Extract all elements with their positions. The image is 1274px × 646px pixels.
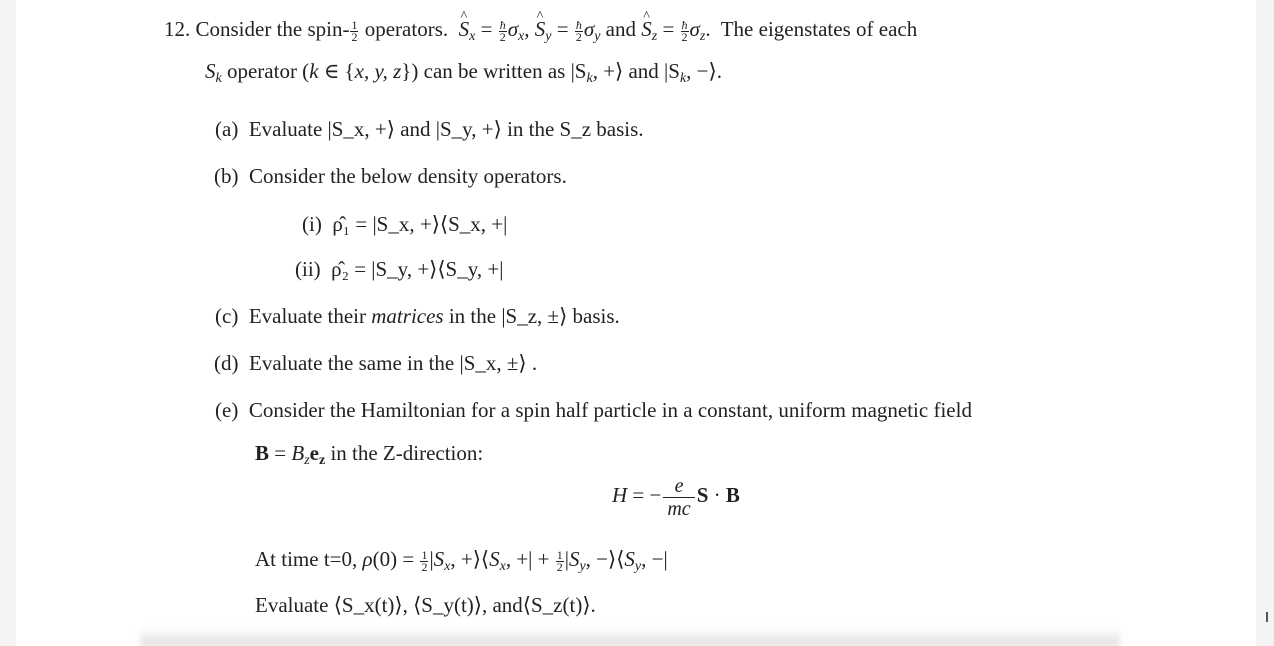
part-c-label: (c) (215, 304, 239, 328)
problem-line-2: $S_k$ operator (k ∈ {x, y, z}) can be written as $|S_k$, +⟩ and $|S_k$, −⟩. (205, 59, 722, 86)
intro-text-2d: , −⟩. (686, 59, 722, 83)
density-operator-1: ρ̂₁ = |S_x, +⟩⟨S_x, +| (332, 212, 508, 236)
spin-operators-definition: ^ $S_x$ = $\frac{ħ}{2}$ $\sigma_x$, ^ $S_y$ = $\frac{ħ}{2}$ $\sigma_y$ and ^ $S_z$ = $\frac{ħ}{2}$ $\sigma_z$. (453, 17, 715, 41)
part-a (215, 116, 644, 142)
intro-text-2b: ) can be written as |S (411, 59, 587, 83)
part-c (215, 303, 620, 329)
part-b-i-label: (i) (302, 212, 322, 236)
part-c-emphasis: matrices (371, 304, 444, 328)
intro-text-c: The eigenstates of each (720, 17, 918, 41)
part-e-label: (e) (215, 398, 239, 422)
part-e-line-2: $B = B_ze_z$ in the Z-direction: (255, 441, 484, 468)
part-e-text-2: in the Z-direction: (330, 441, 484, 465)
problem-line-1 (164, 16, 917, 43)
part-c-text-b: in the |S_z, ±⟩ basis. (448, 304, 620, 328)
part-d-text: Evaluate the same in the |S_x, ±⟩ . (249, 351, 538, 375)
part-a-text: Evaluate |S_x, +⟩ and |S_y, +⟩ in the S_z basis. (248, 117, 644, 141)
part-b-label: (b) (214, 164, 239, 188)
intro-text-a: Consider the spin- (195, 17, 350, 41)
evaluate-text: Evaluate ⟨S_x(t)⟩, ⟨S_y(t)⟩, and⟨S_z(t)⟩. (255, 593, 596, 617)
part-e-evaluate (255, 592, 596, 618)
scroll-edge-mark (1266, 612, 1268, 622)
intro-text-b: operators. (359, 17, 449, 41)
intro-text-2c: , +⟩ and |S (592, 59, 680, 83)
one-half: $\frac{1}{2}$ (351, 17, 358, 44)
intro-text-2a: operator ( (226, 59, 310, 83)
hamiltonian-equation: H = − $\frac{e}{mc}$ S · B (612, 474, 740, 520)
part-b-ii (295, 256, 503, 282)
part-c-text-a: Evaluate their (248, 304, 367, 328)
density-operator-2: ρ̂₂ = |S_y, +⟩⟨S_y, +| (331, 257, 504, 281)
page-shadow (140, 628, 1120, 646)
part-a-label: (a) (215, 117, 239, 141)
part-d (214, 350, 537, 376)
part-b-text: Consider the below density operators. (249, 164, 567, 188)
part-e (215, 397, 972, 423)
part-d-label: (d) (214, 351, 239, 375)
at-time-text: At time t=0, (255, 547, 358, 571)
problem-number: 12. (164, 17, 191, 41)
part-e-text-1: Consider the Hamiltonian for a spin half particle in a constant, uniform magnetic field (248, 398, 972, 422)
part-b (214, 163, 567, 189)
initial-state: At time t=0, ρ(0) = $\frac{1}{2}$ $|S_x$, $+⟩⟨S_x$, +| + $\frac{1}{2}$ $|S_y$, $-⟩⟨S_y$, −| (255, 547, 668, 574)
part-b-ii-label: (ii) (295, 257, 321, 281)
part-b-i (302, 211, 507, 237)
